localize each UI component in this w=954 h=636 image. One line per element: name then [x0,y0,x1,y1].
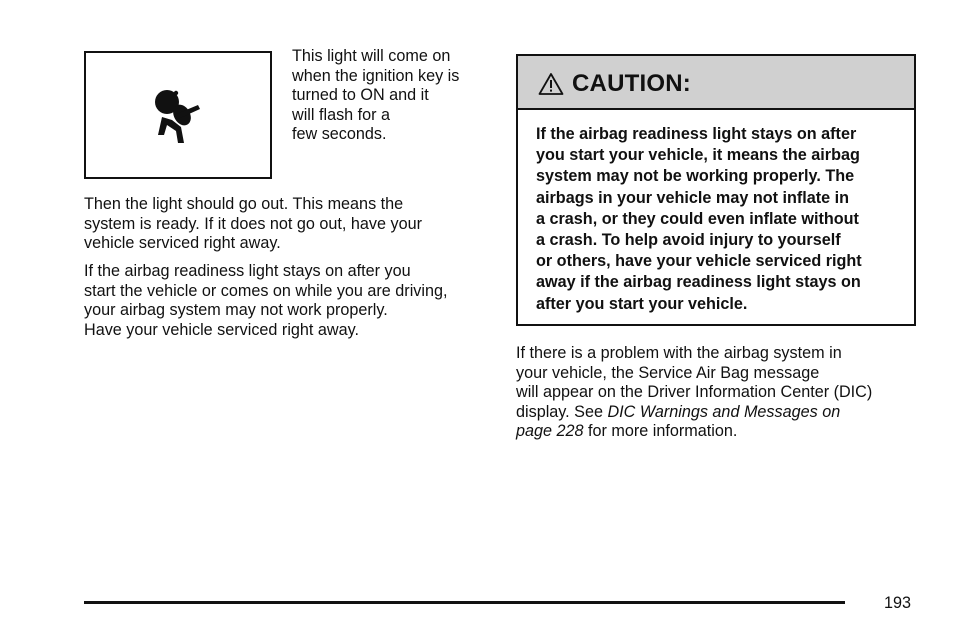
text-line: airbags in your vehicle may not inflate in [536,188,850,207]
text-line: when the ignition key is [292,66,460,85]
text-line: system may not be working properly. The [536,167,855,186]
text-line: you start your vehicle, it means the airbag [536,146,860,165]
text-line: few seconds. [292,125,387,144]
caution-title: CAUTION: [572,70,691,97]
dic-warnings-reference[interactable]: DIC Warnings and Messages on [607,402,841,421]
footer-rule [84,601,845,604]
warning-triangle-icon [538,72,564,96]
text-line: If the airbag readiness light stays on after you [84,262,411,280]
text-line: a crash, or they could even inflate without [536,209,859,228]
text-line: or others, have your vehicle serviced right [536,252,862,271]
airbag-icon-box [84,51,272,179]
paragraph-service-air-bag [516,344,926,442]
text-line: away if the airbag readiness light stays on [536,273,861,292]
paragraph-system-ready [84,195,494,254]
text-segment: display. See [516,402,608,421]
text-line: Then the light should go out. This means the [84,195,404,213]
caution-box [516,54,916,326]
text-line: your vehicle, the Service Air Bag message [516,363,820,382]
page-number: 193 [884,594,912,612]
page-reference[interactable]: page 228 [516,422,584,441]
text-line: If the airbag readiness light stays on after [536,125,857,143]
text-line: If there is a problem with the airbag system in [516,344,842,362]
text-line: will appear on the Driver Information Center (DIC) [516,383,873,402]
text-line: a crash. To help avoid injury to yourself [536,231,841,250]
text-line: turned to ON and it [292,86,429,105]
icon-description [292,47,492,145]
text-line: start the vehicle or comes on while you are driving, [84,281,448,300]
text-line: This light will come on [292,47,451,65]
text-line: after you start your vehicle. [536,294,748,313]
text-line [516,422,926,442]
caution-header [518,56,914,110]
text-line: system is ready. If it does not go out, have your [84,214,423,233]
caution-body [536,124,908,315]
text-line: your airbag system may not work properly. [84,301,388,320]
text-line: will flash for a [292,105,391,124]
text-segment: for more information. [583,422,738,441]
text-line: vehicle serviced right away. [84,234,281,253]
text-line: Have your vehicle serviced right away. [84,320,360,339]
paragraph-light-stays-on [84,262,494,340]
airbag-readiness-icon [148,87,208,147]
text-line [516,403,926,423]
